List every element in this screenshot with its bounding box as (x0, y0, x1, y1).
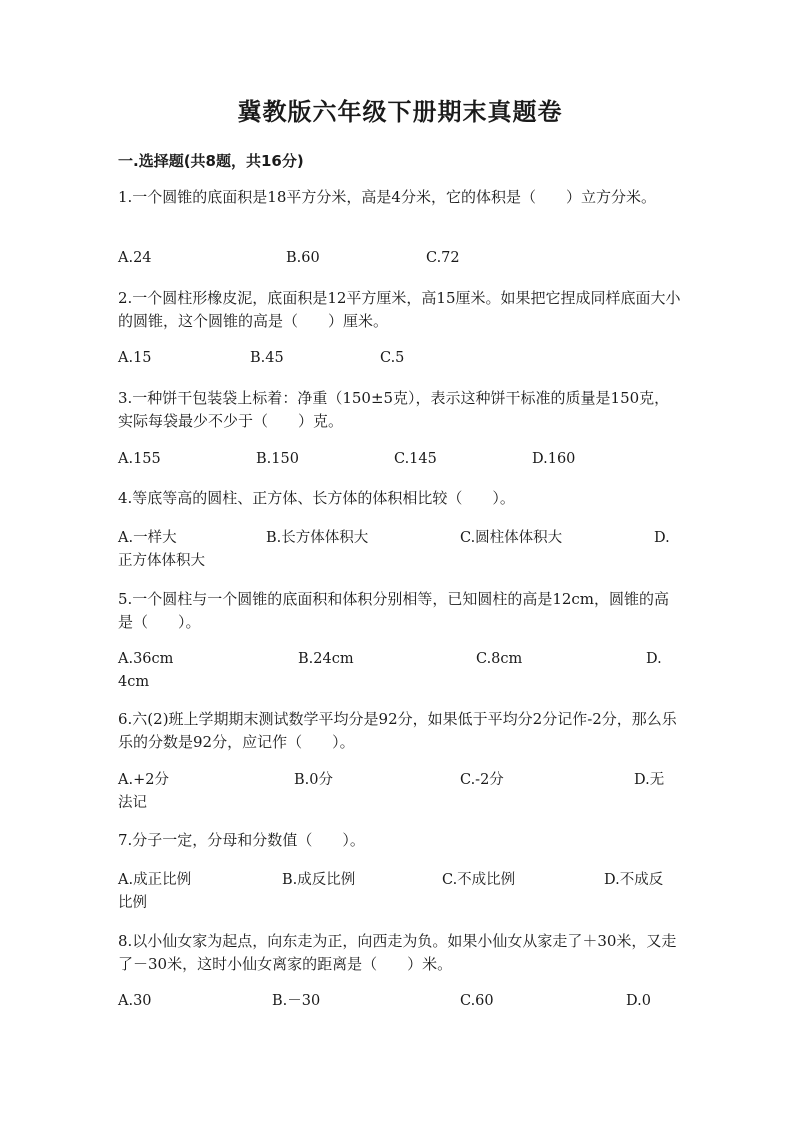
option-2c[interactable]: C.5 (380, 350, 405, 366)
option-8d[interactable]: D.0 (626, 993, 651, 1009)
option-6a[interactable]: A.+2分 (118, 772, 169, 788)
option-2a[interactable]: A.15 (118, 350, 152, 366)
question-8: 8.以小仙女家为起点，向东走为正，向西走为负。如果小仙女从家走了＋30米，又走了－30米，这时小仙女离家的距离是（ ）米。 (118, 932, 677, 973)
option-5c[interactable]: C.8cm (476, 651, 523, 667)
question-6: 6.六(2)班上学期期末测试数学平均分是92分，如果低于平均分2分记作-2分，那么乐乐的分数是92分，应记作（ ）。 (118, 710, 677, 751)
option-2b[interactable]: B.45 (250, 350, 284, 366)
options-4 (118, 527, 670, 573)
section-heading: 一.选择题(共8题，共16分) (118, 152, 304, 170)
options-8 (118, 990, 666, 1036)
option-3a[interactable]: A.155 (118, 451, 161, 467)
option-7a[interactable]: A.成正比例 (118, 872, 192, 888)
option-1a[interactable]: A.24 (118, 250, 152, 266)
option-6b[interactable]: B.0分 (294, 772, 333, 788)
question-2: 2.一个圆柱形橡皮泥，底面积是12平方厘米，高15厘米。如果把它捏成同样底面大小的圆锥，这个圆锥的高是（ ）厘米。 (118, 289, 681, 330)
option-4c[interactable]: C.圆柱体体积大 (460, 530, 563, 546)
question-7: 7.分子一定，分母和分数值（ ）。 (118, 831, 365, 849)
question-5: 5.一个圆柱与一个圆锥的底面积和体积分别相等，已知圆柱的高是12cm，圆锥的高是（ ）。 (118, 590, 670, 631)
option-8a[interactable]: A.30 (118, 993, 152, 1009)
question-4: 4.等底等高的圆柱、正方体、长方体的体积相比较（ ）。 (118, 489, 515, 507)
option-4a[interactable]: A.一样大 (118, 530, 177, 546)
option-7b[interactable]: B.成反比例 (282, 872, 356, 888)
option-6d[interactable]: D.无法记 (118, 772, 665, 811)
options-5 (118, 648, 666, 694)
option-5a[interactable]: A.36cm (118, 651, 174, 667)
option-4d[interactable]: D.正方体体积大 (118, 530, 670, 569)
option-7c[interactable]: C.不成比例 (442, 872, 516, 888)
page-title: 冀教版六年级下册期末真题卷 (237, 98, 563, 126)
option-8b[interactable]: B.－30 (272, 993, 321, 1009)
question-1: 1.一个圆锥的底面积是18平方分米，高是4分米，它的体积是（ ）立方分米。 (118, 188, 656, 206)
option-5d[interactable]: D.4cm (118, 651, 662, 690)
option-3c[interactable]: C.145 (394, 451, 437, 467)
option-3b[interactable]: B.150 (256, 451, 299, 467)
option-3d[interactable]: D.160 (532, 451, 576, 467)
options-6 (118, 769, 666, 815)
options-7 (118, 869, 666, 915)
option-6c[interactable]: C.-2分 (460, 772, 504, 788)
option-1c[interactable]: C.72 (426, 250, 460, 266)
question-3: 3.一种饼干包装袋上标着：净重（150±5克），表示这种饼干标准的质量是150克，实际每袋最少不少于（ ）克。 (118, 389, 670, 430)
option-5b[interactable]: B.24cm (298, 651, 354, 667)
option-4b[interactable]: B.长方体体积大 (266, 530, 369, 546)
option-1b[interactable]: B.60 (286, 250, 320, 266)
option-7d[interactable]: D.不成反比例 (118, 872, 664, 911)
option-8c[interactable]: C.60 (460, 993, 494, 1009)
